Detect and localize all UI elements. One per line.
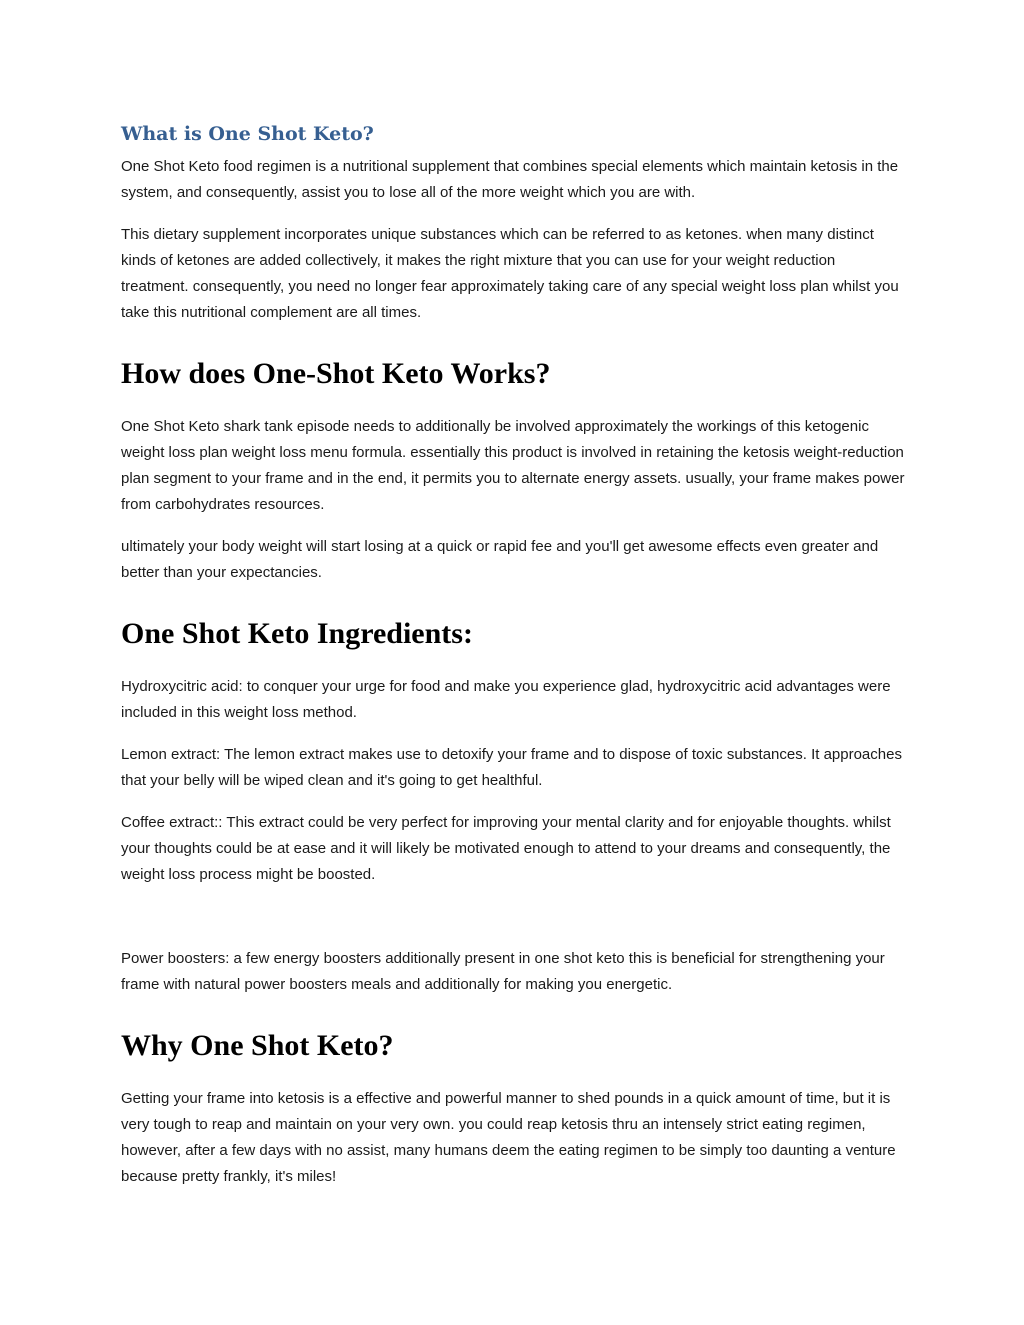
paragraph: Power boosters: a few energy boosters additionally present in one shot keto this is beneficial for strengthening your frame with natural power boosters meals and additionally for making you energetic. bbox=[121, 950, 885, 993]
paragraph: Hydroxycitric acid: to conquer your urge for food and make you experience glad, hydroxycitric acid advantages were included in this weight loss method. bbox=[121, 678, 891, 721]
section-heading-ingredients: One Shot Keto Ingredients: bbox=[121, 617, 473, 650]
section-heading-why: Why One Shot Keto? bbox=[121, 1029, 394, 1062]
paragraph: One Shot Keto food regimen is a nutritional supplement that combines special elements which maintain ketosis in the system, and consequently, assist you to lose all of the more weight which you are with. bbox=[121, 158, 899, 201]
paragraph: Getting your frame into ketosis is a effective and powerful manner to shed pounds in a quick amount of time, but it is very tough to reap and maintain on your very own. you could reap ketosis thru an intensely strict eating regimen, however, after a few days with no assist, many humans deem the eating regimen to be simply too daunting a venture because pretty frankly, it's miles! bbox=[121, 1090, 896, 1185]
paragraph: Lemon extract: The lemon extract makes use to detoxify your frame and to dispose of toxic substances. It approaches that your belly will be wiped clean and it's going to get healthful. bbox=[121, 746, 902, 789]
section-heading-how-does: How does One-Shot Keto Works? bbox=[121, 357, 551, 390]
paragraph: One Shot Keto shark tank episode needs to additionally be involved approximately the workings of this ketogenic weight loss plan weight loss menu formula. essentially this product is involved in retaining the ketosis weight-reduction plan segment to your frame and in the end, it permits you to alternate energy assets. usually, your frame makes power from carbohydrates resources. bbox=[121, 418, 905, 513]
section-heading-what-is: What is One Shot Keto? bbox=[121, 123, 374, 145]
paragraph: ultimately your body weight will start losing at a quick or rapid fee and you'll get awesome effects even greater and better than your expectancies. bbox=[121, 538, 879, 581]
paragraph: This dietary supplement incorporates unique substances which can be referred to as ketones. when many distinct kinds of ketones are added collectively, it makes the right mixture that you can use for your weight reduction treatment. consequently, you need no longer fear approximately taking care of any special weight loss plan whilst you take this nutritional complement are all times. bbox=[121, 226, 899, 321]
document-page bbox=[121, 120, 906, 1190]
paragraph: Coffee extract:: This extract could be very perfect for improving your mental clarity and for enjoyable thoughts. whilst your thoughts could be at ease and it will likely be motivated enough to attend to your dreams and consequently, the weight loss process might be boosted. bbox=[121, 814, 891, 883]
